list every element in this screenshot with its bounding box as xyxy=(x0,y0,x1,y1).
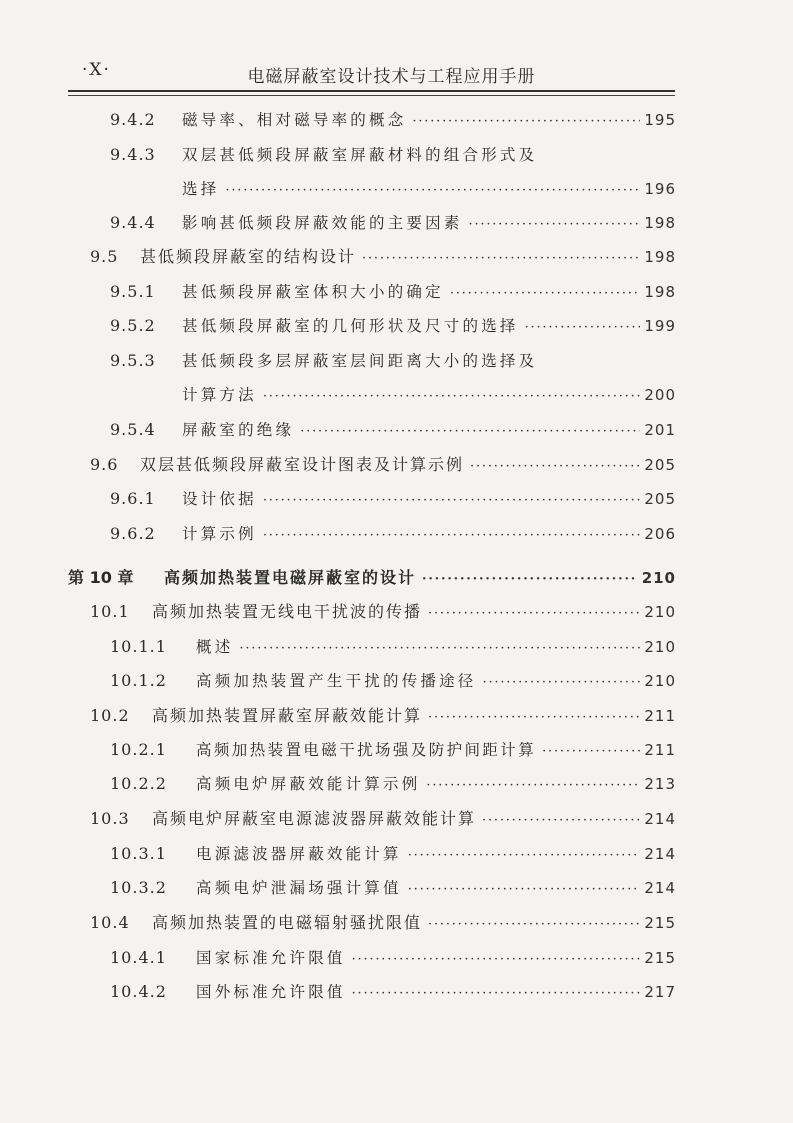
leader-dots xyxy=(482,807,640,835)
toc-entry-title: 高频加热装置的电磁辐射骚扰限值 xyxy=(152,913,423,932)
toc-entry[interactable] xyxy=(110,520,676,548)
toc-entry-number: 10.3.2 xyxy=(110,878,167,897)
toc-entry[interactable] xyxy=(110,312,676,340)
toc-entry-title: 高频电炉屏蔽室电源滤波器屏蔽效能计算 xyxy=(152,809,477,828)
toc-entry-title: 计算方法 xyxy=(182,386,257,404)
toc-entry[interactable] xyxy=(90,451,676,479)
toc-chapter-number: 第 10 章 xyxy=(68,568,134,587)
leader-dots xyxy=(483,669,641,697)
toc-entry-page: 210 xyxy=(641,569,676,587)
toc-entry-title: 屏蔽室的绝缘 xyxy=(182,421,295,439)
toc-entry-page: 205 xyxy=(644,456,676,474)
toc-entry[interactable] xyxy=(110,106,676,134)
toc-entry[interactable] xyxy=(110,978,676,1006)
toc-entry[interactable] xyxy=(110,485,676,513)
toc-entry-number: 9.4.4 xyxy=(110,213,156,232)
toc-entry-number: 9.5.3 xyxy=(110,351,156,370)
toc-entry-page: 200 xyxy=(644,386,676,404)
header-rule-thin xyxy=(68,95,675,96)
toc-entry-page: 210 xyxy=(644,638,676,656)
leader-dots xyxy=(263,383,641,411)
toc-entry-title: 概述 xyxy=(196,638,234,656)
toc-entry-page: 214 xyxy=(644,879,676,897)
leader-dots xyxy=(225,177,640,205)
toc-entry-page: 211 xyxy=(644,707,676,725)
toc-entry-page: 198 xyxy=(644,214,676,232)
leader-dots xyxy=(239,635,640,663)
header-rule-thick xyxy=(68,90,675,92)
toc-entry[interactable] xyxy=(110,770,676,798)
toc-entry[interactable] xyxy=(90,909,676,937)
toc-entry-title: 双层甚低频段屏蔽室设计图表及计算示例 xyxy=(140,455,465,474)
toc-entry-number: 10.2 xyxy=(90,706,130,725)
toc-entry-number: 10.2.2 xyxy=(110,774,167,793)
leader-dots xyxy=(469,211,641,239)
leader-dots xyxy=(428,600,640,628)
leader-dots xyxy=(352,980,641,1008)
toc-entry-title: 国外标准允许限值 xyxy=(196,983,346,1001)
leader-dots xyxy=(428,704,640,732)
toc-entry-number: 9.5 xyxy=(90,247,119,266)
leader-dots xyxy=(408,842,641,870)
toc-entry[interactable] xyxy=(90,805,676,833)
toc-entry-page: 198 xyxy=(644,248,676,266)
toc-entry-title: 甚低频段屏蔽室体积大小的确定 xyxy=(182,283,444,301)
toc-entry[interactable] xyxy=(110,667,676,695)
toc-entry-number: 9.5.4 xyxy=(110,420,156,439)
toc-entry-page: 217 xyxy=(644,983,676,1001)
toc-entry-page: 210 xyxy=(644,672,676,690)
leader-dots xyxy=(525,314,641,342)
toc-entry-page: 214 xyxy=(644,845,676,863)
toc-entry-number: 9.4.3 xyxy=(110,145,156,164)
toc-chapter-title: 高频加热装置电磁屏蔽室的设计 xyxy=(164,568,417,587)
toc-entry-continuation[interactable] xyxy=(182,175,676,203)
toc-entry-title: 设计依据 xyxy=(182,490,257,508)
toc-entry-title: 甚低频段屏蔽室的结构设计 xyxy=(140,247,357,266)
leader-dots xyxy=(450,280,641,308)
toc-entry-title: 甚低频段屏蔽室的几何形状及尺寸的选择 xyxy=(182,317,519,335)
toc-entry[interactable] xyxy=(90,702,676,730)
leader-dots xyxy=(352,946,641,974)
toc-entry-page: 215 xyxy=(644,914,676,932)
book-title: 电磁屏蔽室设计技术与工程应用手册 xyxy=(247,67,536,87)
toc-entry-page: 201 xyxy=(644,421,676,439)
toc-entry-continuation[interactable] xyxy=(182,381,676,409)
toc-chapter-entry[interactable] xyxy=(68,564,676,592)
toc-entry-title: 双层甚低频段屏蔽室屏蔽材料的组合形式及 xyxy=(182,146,538,164)
toc-entry-page: 206 xyxy=(644,525,676,543)
toc-entry[interactable] xyxy=(110,416,676,444)
toc-entry[interactable] xyxy=(110,209,676,237)
toc-entry-title: 高频电炉屏蔽效能计算示例 xyxy=(196,775,421,793)
toc-entry-title: 计算示例 xyxy=(182,525,257,543)
toc-entry[interactable] xyxy=(90,243,676,271)
toc-entry-title: 磁导率、相对磁导率的概念 xyxy=(182,111,407,129)
leader-dots xyxy=(263,487,641,515)
toc-entry-title: 高频加热装置无线电干扰波的传播 xyxy=(152,602,423,621)
toc-entry-number: 10.3 xyxy=(90,809,130,828)
toc-entry[interactable] xyxy=(110,840,676,868)
toc-entry-number: 9.6.1 xyxy=(110,489,156,508)
leader-dots xyxy=(408,876,641,904)
toc-entry[interactable] xyxy=(90,598,676,626)
toc-entry-page: 198 xyxy=(644,283,676,301)
toc-entry-number: 10.4.1 xyxy=(110,948,167,967)
toc-entry[interactable] xyxy=(110,874,676,902)
toc-entry-number: 9.5.1 xyxy=(110,282,156,301)
toc-entry-number: 10.4.2 xyxy=(110,982,167,1001)
leader-dots xyxy=(428,911,640,939)
leader-dots xyxy=(362,245,640,273)
toc-entry-page: 210 xyxy=(644,603,676,621)
toc-entry-page: 214 xyxy=(644,810,676,828)
leader-dots xyxy=(263,522,641,550)
leader-dots xyxy=(470,453,640,481)
toc-entry-page: 195 xyxy=(644,111,676,129)
toc-entry[interactable] xyxy=(110,278,676,306)
toc-entry-number: 10.2.1 xyxy=(110,740,167,759)
leader-dots xyxy=(422,566,638,594)
toc-entry-number: 9.6.2 xyxy=(110,524,156,543)
toc-entry-title: 高频电炉泄漏场强计算值 xyxy=(196,879,402,897)
toc-entry-title: 高频加热装置屏蔽室屏蔽效能计算 xyxy=(152,706,423,725)
toc-entry-page: 211 xyxy=(644,741,676,759)
page-number-roman: ·Ⅹ· xyxy=(82,60,111,80)
toc-entry-title: 影响甚低频段屏蔽效能的主要因素 xyxy=(182,214,463,232)
toc-entry-number: 10.1.1 xyxy=(110,637,167,656)
toc-entry[interactable] xyxy=(110,736,676,764)
toc-entry-number: 10.3.1 xyxy=(110,844,167,863)
leader-dots xyxy=(542,738,640,766)
toc-entry-number: 9.6 xyxy=(90,455,119,474)
toc-entry-title: 电源滤波器屏蔽效能计算 xyxy=(196,845,402,863)
leader-dots xyxy=(300,418,640,446)
leader-dots xyxy=(426,772,640,800)
toc-entry-title: 选择 xyxy=(182,180,220,198)
toc-entry-number: 10.1.2 xyxy=(110,671,167,690)
toc-entry-title: 甚低频段多层屏蔽室层间距离大小的选择及 xyxy=(182,352,538,370)
toc-entry-page: 199 xyxy=(644,317,676,335)
toc-entry-page: 196 xyxy=(644,180,676,198)
toc-entry-page: 213 xyxy=(644,775,676,793)
toc-entry-number: 9.5.2 xyxy=(110,316,156,335)
toc-entry[interactable] xyxy=(110,347,676,375)
toc-entry-title: 高频加热装置产生干扰的传播途径 xyxy=(196,672,477,690)
page-header xyxy=(68,52,675,92)
toc-entry-number: 10.4 xyxy=(90,913,130,932)
toc-entry[interactable] xyxy=(110,633,676,661)
toc-entry-title: 国家标准允许限值 xyxy=(196,949,346,967)
toc-entry[interactable] xyxy=(110,944,676,972)
toc-entry-number: 10.1 xyxy=(90,602,130,621)
toc-entry[interactable] xyxy=(110,141,676,169)
leader-dots xyxy=(412,108,640,136)
toc-entry-number: 9.4.2 xyxy=(110,110,156,129)
toc-entry-title: 高频加热装置电磁干扰场强及防护间距计算 xyxy=(196,741,537,759)
toc-entry-page: 205 xyxy=(644,490,676,508)
toc-entry-page: 215 xyxy=(644,949,676,967)
